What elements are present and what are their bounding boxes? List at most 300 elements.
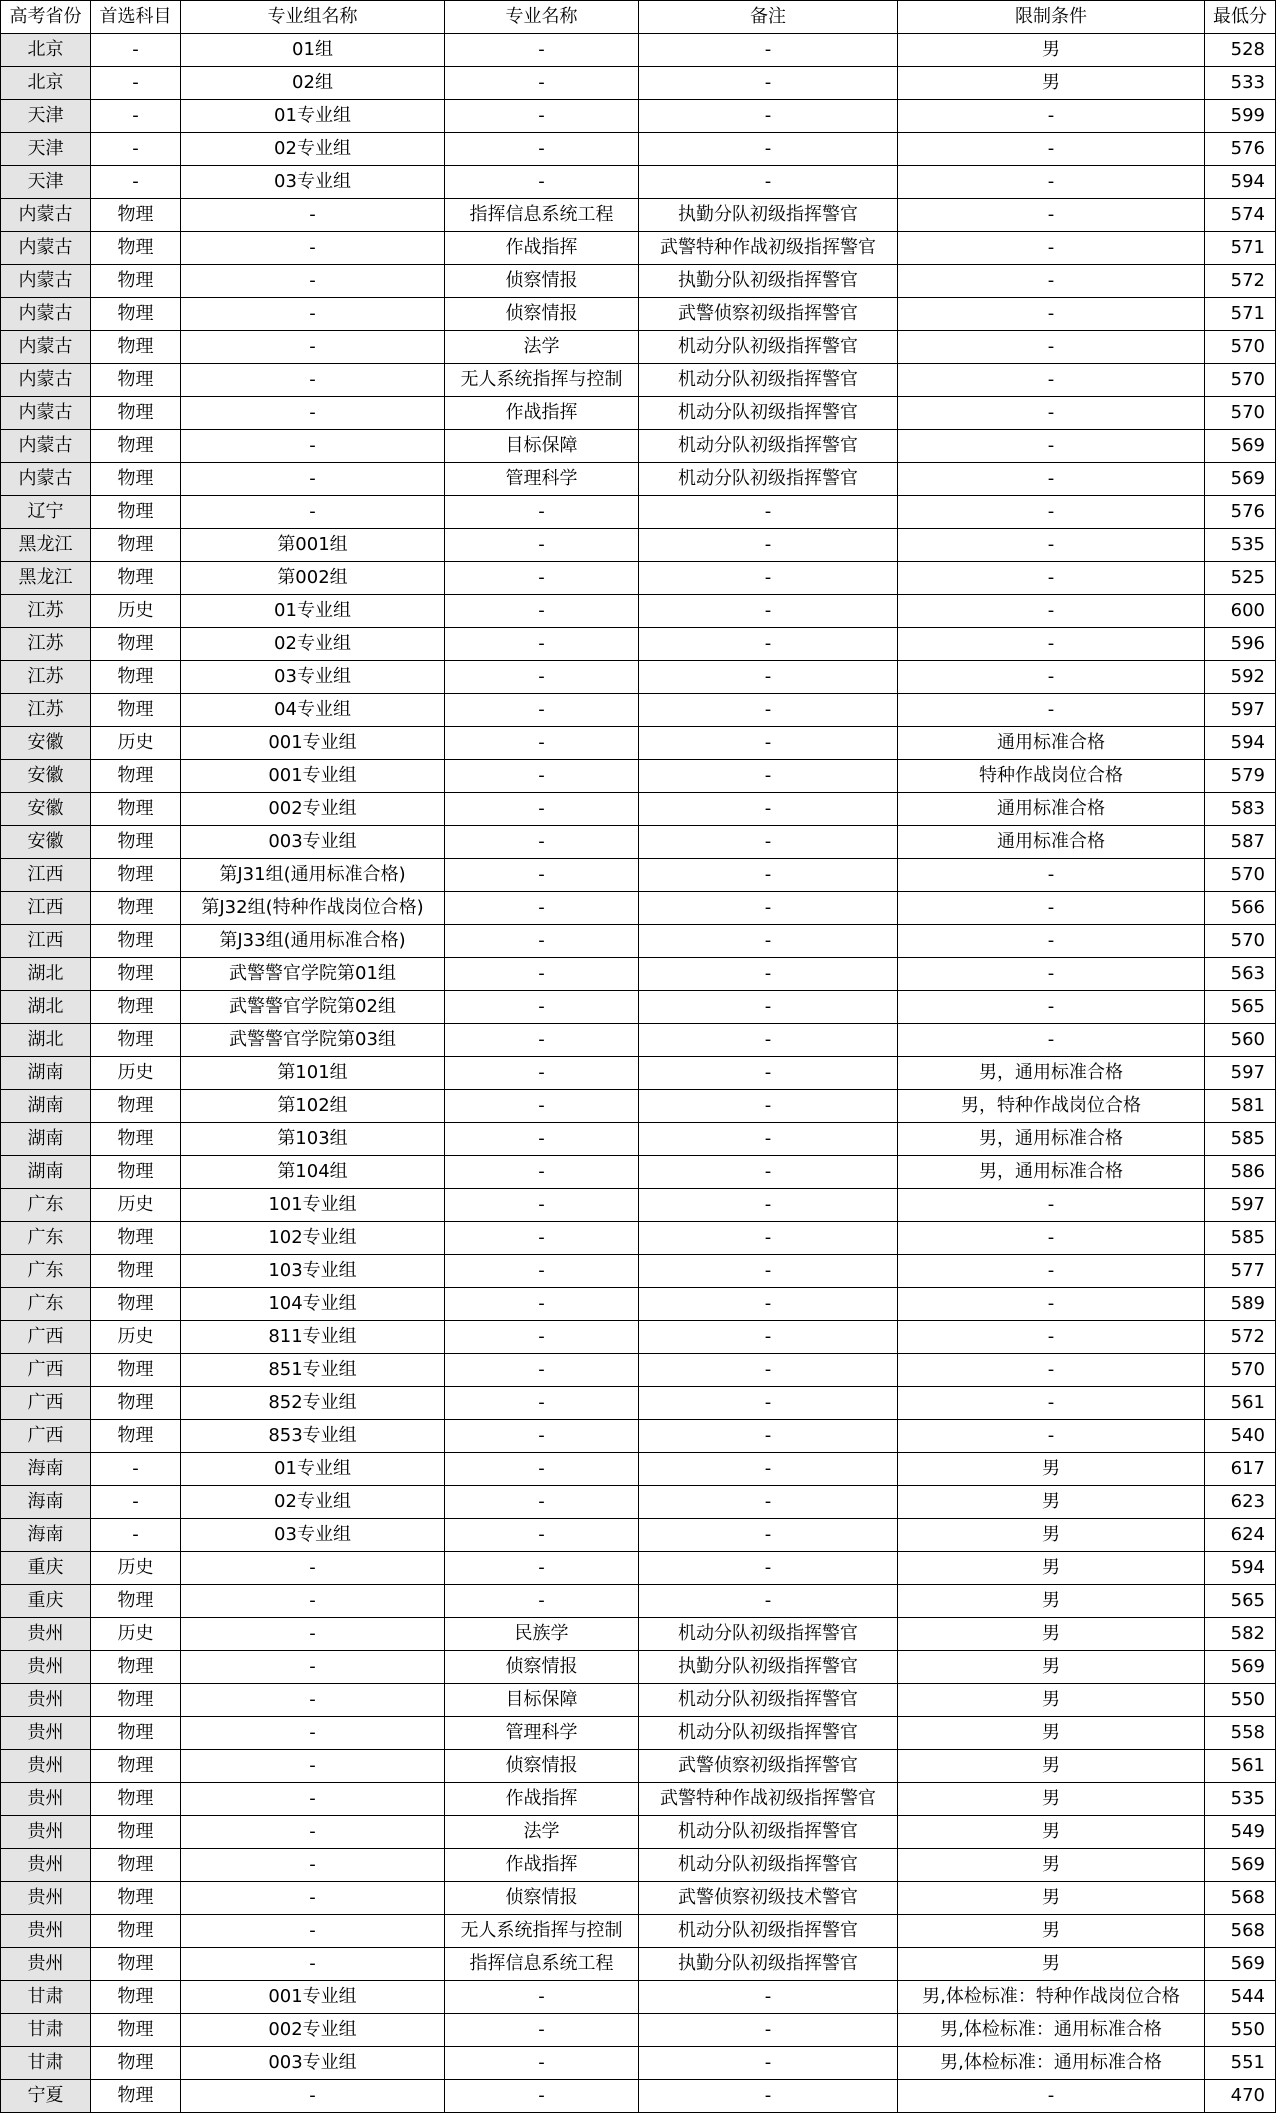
cell-province: 贵州: [1, 1882, 91, 1915]
table-row: [1, 298, 1276, 331]
cell-subject: -: [91, 1486, 181, 1519]
cell-subject: 物理: [91, 628, 181, 661]
cell-group-name: -: [181, 1816, 445, 1849]
cell-province: 江西: [1, 892, 91, 925]
cell-major-name: -: [445, 100, 639, 133]
cell-min-score: 594: [1205, 166, 1276, 199]
cell-subject: -: [91, 100, 181, 133]
cell-remarks: -: [639, 661, 898, 694]
cell-min-score: 624: [1205, 1519, 1276, 1552]
cell-remarks: -: [639, 166, 898, 199]
cell-subject: 物理: [91, 1354, 181, 1387]
cell-province: 北京: [1, 34, 91, 67]
cell-subject: 历史: [91, 1189, 181, 1222]
cell-subject: -: [91, 166, 181, 199]
cell-remarks: 机动分队初级指挥警官: [639, 397, 898, 430]
table-row: [1, 2014, 1276, 2047]
cell-subject: 物理: [91, 562, 181, 595]
cell-min-score: 561: [1205, 1750, 1276, 1783]
table-row: [1, 760, 1276, 793]
cell-major-name: 侦察情报: [445, 1882, 639, 1915]
cell-province: 重庆: [1, 1585, 91, 1618]
cell-group-name: -: [181, 1783, 445, 1816]
table-row: [1, 1123, 1276, 1156]
cell-min-score: 597: [1205, 694, 1276, 727]
cell-major-name: 法学: [445, 1816, 639, 1849]
table-row: [1, 1618, 1276, 1651]
cell-province: 天津: [1, 166, 91, 199]
cell-group-name: 001专业组: [181, 727, 445, 760]
cell-subject: 物理: [91, 199, 181, 232]
cell-province: 江苏: [1, 628, 91, 661]
cell-major-name: -: [445, 1156, 639, 1189]
cell-remarks: 机动分队初级指挥警官: [639, 1849, 898, 1882]
cell-province: 湖北: [1, 1024, 91, 1057]
cell-group-name: 02专业组: [181, 1486, 445, 1519]
cell-remarks: 机动分队初级指挥警官: [639, 1915, 898, 1948]
cell-restrictions: 男: [898, 1651, 1205, 1684]
cell-restrictions: -: [898, 1024, 1205, 1057]
cell-min-score: 623: [1205, 1486, 1276, 1519]
cell-min-score: 617: [1205, 1453, 1276, 1486]
cell-major-name: -: [445, 1981, 639, 2014]
cell-min-score: 579: [1205, 760, 1276, 793]
cell-restrictions: -: [898, 958, 1205, 991]
cell-subject: 物理: [91, 331, 181, 364]
cell-restrictions: -: [898, 1189, 1205, 1222]
cell-group-name: 第J32组(特种作战岗位合格): [181, 892, 445, 925]
cell-major-name: -: [445, 1057, 639, 1090]
cell-remarks: 执勤分队初级指挥警官: [639, 1948, 898, 1981]
table-row: [1, 1024, 1276, 1057]
cell-min-score: 558: [1205, 1717, 1276, 1750]
cell-remarks: -: [639, 1486, 898, 1519]
cell-min-score: 585: [1205, 1123, 1276, 1156]
cell-remarks: -: [639, 595, 898, 628]
cell-group-name: -: [181, 1585, 445, 1618]
cell-major-name: -: [445, 892, 639, 925]
cell-restrictions: 男: [898, 1783, 1205, 1816]
table-row: [1, 958, 1276, 991]
table-body: [1, 34, 1276, 2113]
cell-major-name: -: [445, 694, 639, 727]
cell-remarks: -: [639, 1090, 898, 1123]
cell-province: 湖南: [1, 1057, 91, 1090]
cell-min-score: 585: [1205, 1222, 1276, 1255]
cell-subject: 历史: [91, 1321, 181, 1354]
table-row: [1, 562, 1276, 595]
table-row: [1, 1519, 1276, 1552]
cell-remarks: -: [639, 496, 898, 529]
cell-min-score: 570: [1205, 1354, 1276, 1387]
cell-min-score: 583: [1205, 793, 1276, 826]
table-row: [1, 1816, 1276, 1849]
cell-subject: 物理: [91, 496, 181, 529]
cell-min-score: 544: [1205, 1981, 1276, 2014]
cell-subject: 物理: [91, 1222, 181, 1255]
cell-province: 甘肃: [1, 2047, 91, 2080]
cell-min-score: 565: [1205, 1585, 1276, 1618]
cell-remarks: -: [639, 727, 898, 760]
cell-major-name: -: [445, 166, 639, 199]
table-row: [1, 1090, 1276, 1123]
cell-subject: 物理: [91, 892, 181, 925]
cell-restrictions: -: [898, 661, 1205, 694]
cell-province: 贵州: [1, 1816, 91, 1849]
table-row: [1, 232, 1276, 265]
cell-major-name: -: [445, 67, 639, 100]
cell-min-score: 569: [1205, 430, 1276, 463]
cell-province: 贵州: [1, 1618, 91, 1651]
cell-major-name: 无人系统指挥与控制: [445, 1915, 639, 1948]
cell-major-name: -: [445, 727, 639, 760]
cell-group-name: 853专业组: [181, 1420, 445, 1453]
table-row: [1, 430, 1276, 463]
cell-province: 广西: [1, 1387, 91, 1420]
cell-restrictions: -: [898, 463, 1205, 496]
cell-group-name: -: [181, 1618, 445, 1651]
cell-min-score: 549: [1205, 1816, 1276, 1849]
cell-major-name: -: [445, 1090, 639, 1123]
cell-min-score: 570: [1205, 331, 1276, 364]
table-row: [1, 1750, 1276, 1783]
cell-group-name: 第102组: [181, 1090, 445, 1123]
cell-min-score: 570: [1205, 364, 1276, 397]
cell-remarks: 机动分队初级指挥警官: [639, 1684, 898, 1717]
cell-subject: 物理: [91, 793, 181, 826]
cell-group-name: 第J33组(通用标准合格): [181, 925, 445, 958]
cell-subject: 物理: [91, 1915, 181, 1948]
cell-major-name: -: [445, 1486, 639, 1519]
cell-min-score: 568: [1205, 1882, 1276, 1915]
cell-province: 海南: [1, 1519, 91, 1552]
header-province: 高考省份: [1, 1, 91, 34]
cell-subject: 物理: [91, 1684, 181, 1717]
cell-province: 宁夏: [1, 2080, 91, 2113]
cell-min-score: 569: [1205, 1948, 1276, 1981]
table-row: [1, 1288, 1276, 1321]
table-row: [1, 364, 1276, 397]
cell-restrictions: -: [898, 496, 1205, 529]
cell-min-score: 525: [1205, 562, 1276, 595]
cell-subject: 物理: [91, 694, 181, 727]
cell-major-name: -: [445, 628, 639, 661]
cell-min-score: 470: [1205, 2080, 1276, 2113]
cell-province: 甘肃: [1, 1981, 91, 2014]
table-row: [1, 529, 1276, 562]
cell-restrictions: 男: [898, 1849, 1205, 1882]
cell-group-name: 第101组: [181, 1057, 445, 1090]
cell-group-name: 001专业组: [181, 1981, 445, 2014]
cell-subject: 物理: [91, 397, 181, 430]
cell-subject: -: [91, 133, 181, 166]
cell-remarks: -: [639, 1354, 898, 1387]
cell-min-score: 569: [1205, 463, 1276, 496]
table-row: [1, 133, 1276, 166]
cell-major-name: 侦察情报: [445, 1651, 639, 1684]
cell-major-name: -: [445, 34, 639, 67]
table-row: [1, 1651, 1276, 1684]
cell-remarks: -: [639, 67, 898, 100]
cell-restrictions: -: [898, 1288, 1205, 1321]
cell-restrictions: 通用标准合格: [898, 727, 1205, 760]
cell-group-name: -: [181, 1552, 445, 1585]
cell-min-score: 561: [1205, 1387, 1276, 1420]
cell-restrictions: 男: [898, 1453, 1205, 1486]
cell-province: 广东: [1, 1189, 91, 1222]
cell-remarks: 武警侦察初级指挥警官: [639, 298, 898, 331]
cell-province: 贵州: [1, 1849, 91, 1882]
cell-min-score: 596: [1205, 628, 1276, 661]
table-row: [1, 1189, 1276, 1222]
cell-restrictions: 男: [898, 1684, 1205, 1717]
table-row: [1, 595, 1276, 628]
table-row: [1, 1222, 1276, 1255]
cell-group-name: -: [181, 1717, 445, 1750]
table-row: [1, 463, 1276, 496]
cell-group-name: 第001组: [181, 529, 445, 562]
cell-subject: 历史: [91, 595, 181, 628]
cell-group-name: 01专业组: [181, 100, 445, 133]
cell-remarks: -: [639, 694, 898, 727]
cell-group-name: 851专业组: [181, 1354, 445, 1387]
cell-group-name: 03专业组: [181, 661, 445, 694]
cell-province: 江西: [1, 925, 91, 958]
cell-group-name: 852专业组: [181, 1387, 445, 1420]
cell-subject: 物理: [91, 2014, 181, 2047]
cell-min-score: 550: [1205, 1684, 1276, 1717]
cell-subject: 物理: [91, 1750, 181, 1783]
cell-min-score: 560: [1205, 1024, 1276, 1057]
cell-province: 广东: [1, 1288, 91, 1321]
cell-group-name: 102专业组: [181, 1222, 445, 1255]
cell-remarks: -: [639, 1222, 898, 1255]
table-row: [1, 1552, 1276, 1585]
cell-remarks: 机动分队初级指挥警官: [639, 1816, 898, 1849]
cell-major-name: -: [445, 1321, 639, 1354]
table-row: [1, 1849, 1276, 1882]
table-row: [1, 166, 1276, 199]
cell-subject: -: [91, 1453, 181, 1486]
cell-restrictions: -: [898, 2080, 1205, 2113]
cell-subject: 历史: [91, 1057, 181, 1090]
cell-remarks: 武警特种作战初级指挥警官: [639, 1783, 898, 1816]
header-subject: 首选科目: [91, 1, 181, 34]
cell-group-name: 04专业组: [181, 694, 445, 727]
cell-major-name: 目标保障: [445, 1684, 639, 1717]
cell-group-name: 第104组: [181, 1156, 445, 1189]
cell-province: 内蒙古: [1, 331, 91, 364]
cell-group-name: 003专业组: [181, 826, 445, 859]
cell-major-name: 管理科学: [445, 463, 639, 496]
table-row: [1, 892, 1276, 925]
cell-major-name: -: [445, 1288, 639, 1321]
cell-restrictions: -: [898, 397, 1205, 430]
cell-group-name: -: [181, 430, 445, 463]
cell-group-name: -: [181, 1750, 445, 1783]
cell-restrictions: 男: [898, 1915, 1205, 1948]
table-row: [1, 793, 1276, 826]
table-row: [1, 826, 1276, 859]
cell-subject: 物理: [91, 1255, 181, 1288]
cell-province: 贵州: [1, 1651, 91, 1684]
cell-province: 安徽: [1, 760, 91, 793]
cell-major-name: -: [445, 826, 639, 859]
cell-restrictions: -: [898, 199, 1205, 232]
cell-group-name: -: [181, 397, 445, 430]
table-row: [1, 265, 1276, 298]
cell-min-score: 570: [1205, 925, 1276, 958]
cell-restrictions: -: [898, 364, 1205, 397]
cell-min-score: 570: [1205, 859, 1276, 892]
cell-major-name: 民族学: [445, 1618, 639, 1651]
cell-province: 江苏: [1, 595, 91, 628]
cell-province: 内蒙古: [1, 232, 91, 265]
cell-restrictions: 男，通用标准合格: [898, 1156, 1205, 1189]
cell-province: 内蒙古: [1, 364, 91, 397]
cell-restrictions: -: [898, 265, 1205, 298]
cell-remarks: 机动分队初级指挥警官: [639, 331, 898, 364]
cell-restrictions: 男: [898, 1948, 1205, 1981]
cell-restrictions: -: [898, 1321, 1205, 1354]
cell-group-name: 103专业组: [181, 1255, 445, 1288]
table-row: [1, 199, 1276, 232]
cell-restrictions: -: [898, 892, 1205, 925]
cell-group-name: 01专业组: [181, 1453, 445, 1486]
cell-province: 海南: [1, 1453, 91, 1486]
cell-province: 内蒙古: [1, 298, 91, 331]
cell-remarks: -: [639, 34, 898, 67]
cell-restrictions: -: [898, 628, 1205, 661]
cell-min-score: 589: [1205, 1288, 1276, 1321]
cell-remarks: 执勤分队初级指挥警官: [639, 265, 898, 298]
cell-major-name: -: [445, 1519, 639, 1552]
table-row: [1, 1453, 1276, 1486]
cell-min-score: 569: [1205, 1651, 1276, 1684]
cell-subject: -: [91, 1519, 181, 1552]
cell-subject: 物理: [91, 364, 181, 397]
cell-remarks: -: [639, 1420, 898, 1453]
cell-major-name: -: [445, 991, 639, 1024]
cell-restrictions: -: [898, 1222, 1205, 1255]
table-row: [1, 2080, 1276, 2113]
cell-group-name: 811专业组: [181, 1321, 445, 1354]
cell-province: 贵州: [1, 1783, 91, 1816]
table-row: [1, 1783, 1276, 1816]
cell-group-name: 第002组: [181, 562, 445, 595]
cell-restrictions: 男: [898, 1519, 1205, 1552]
cell-restrictions: -: [898, 100, 1205, 133]
table-row: [1, 397, 1276, 430]
cell-major-name: 目标保障: [445, 430, 639, 463]
table-row: [1, 991, 1276, 1024]
cell-remarks: -: [639, 2014, 898, 2047]
cell-min-score: 582: [1205, 1618, 1276, 1651]
cell-remarks: -: [639, 991, 898, 1024]
cell-min-score: 570: [1205, 397, 1276, 430]
table-row: [1, 67, 1276, 100]
cell-subject: 物理: [91, 2080, 181, 2113]
cell-min-score: 572: [1205, 1321, 1276, 1354]
table-row: [1, 1717, 1276, 1750]
table-row: [1, 1420, 1276, 1453]
cell-subject: 物理: [91, 2047, 181, 2080]
cell-major-name: 作战指挥: [445, 397, 639, 430]
cell-restrictions: 男: [898, 1585, 1205, 1618]
cell-group-name: 002专业组: [181, 793, 445, 826]
table-row: [1, 727, 1276, 760]
cell-subject: 物理: [91, 1123, 181, 1156]
cell-remarks: -: [639, 1321, 898, 1354]
cell-min-score: 600: [1205, 595, 1276, 628]
cell-group-name: 002专业组: [181, 2014, 445, 2047]
cell-min-score: 535: [1205, 1783, 1276, 1816]
cell-subject: 物理: [91, 991, 181, 1024]
table-row: [1, 628, 1276, 661]
cell-restrictions: -: [898, 529, 1205, 562]
cell-min-score: 533: [1205, 67, 1276, 100]
table-row: [1, 2047, 1276, 2080]
cell-major-name: -: [445, 859, 639, 892]
cell-province: 北京: [1, 67, 91, 100]
cell-remarks: 执勤分队初级指挥警官: [639, 199, 898, 232]
cell-remarks: -: [639, 1255, 898, 1288]
cell-major-name: -: [445, 2080, 639, 2113]
table-row: [1, 694, 1276, 727]
cell-province: 湖北: [1, 958, 91, 991]
cell-min-score: 599: [1205, 100, 1276, 133]
cell-province: 内蒙古: [1, 463, 91, 496]
cell-subject: 物理: [91, 298, 181, 331]
cell-min-score: 540: [1205, 1420, 1276, 1453]
cell-min-score: 550: [1205, 2014, 1276, 2047]
cell-province: 安徽: [1, 727, 91, 760]
cell-group-name: -: [181, 265, 445, 298]
cell-restrictions: 男: [898, 1618, 1205, 1651]
cell-restrictions: -: [898, 166, 1205, 199]
cell-major-name: 侦察情报: [445, 1750, 639, 1783]
cell-min-score: 576: [1205, 133, 1276, 166]
cell-province: 广东: [1, 1222, 91, 1255]
table-row: [1, 1981, 1276, 2014]
cell-subject: 物理: [91, 1816, 181, 1849]
cell-major-name: -: [445, 793, 639, 826]
cell-min-score: 597: [1205, 1057, 1276, 1090]
cell-province: 内蒙古: [1, 430, 91, 463]
cell-remarks: 机动分队初级指挥警官: [639, 430, 898, 463]
cell-remarks: -: [639, 1189, 898, 1222]
cell-subject: 历史: [91, 1552, 181, 1585]
cell-restrictions: 男: [898, 1717, 1205, 1750]
cell-major-name: -: [445, 2047, 639, 2080]
cell-min-score: 576: [1205, 496, 1276, 529]
cell-major-name: -: [445, 595, 639, 628]
cell-restrictions: -: [898, 859, 1205, 892]
cell-subject: 物理: [91, 760, 181, 793]
cell-subject: 物理: [91, 1387, 181, 1420]
cell-major-name: -: [445, 1453, 639, 1486]
cell-province: 内蒙古: [1, 265, 91, 298]
cell-remarks: -: [639, 859, 898, 892]
cell-restrictions: 男,体检标准：特种作战岗位合格: [898, 1981, 1205, 2014]
cell-group-name: 第J31组(通用标准合格): [181, 859, 445, 892]
cell-restrictions: 男,体检标准：通用标准合格: [898, 2047, 1205, 2080]
cell-min-score: 571: [1205, 298, 1276, 331]
cell-min-score: 586: [1205, 1156, 1276, 1189]
cell-remarks: 武警侦察初级技术警官: [639, 1882, 898, 1915]
cell-group-name: 03专业组: [181, 1519, 445, 1552]
cell-restrictions: 通用标准合格: [898, 793, 1205, 826]
